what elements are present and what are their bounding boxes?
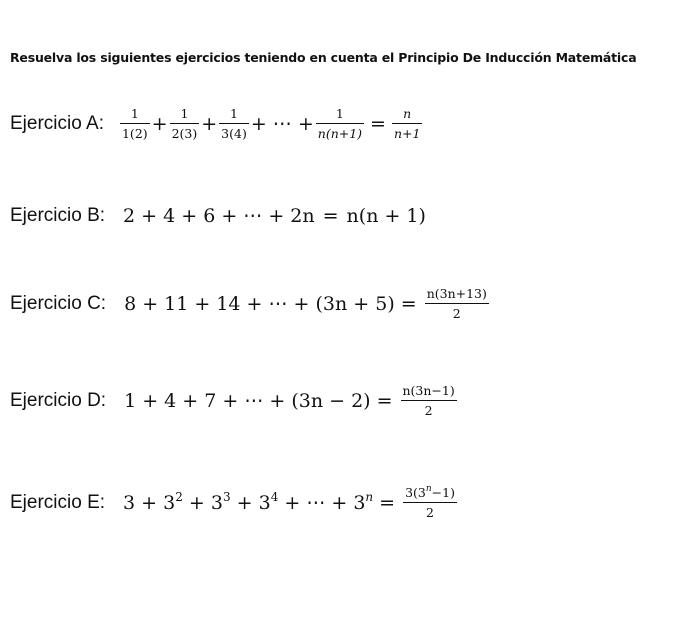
result-numerator: n bbox=[403, 106, 412, 121]
exponent: n bbox=[365, 489, 374, 504]
equals-sign: = bbox=[370, 112, 386, 135]
result-denominator: 2 bbox=[452, 306, 461, 322]
exercise-e bbox=[10, 485, 459, 520]
exercise-a-label: Ejercicio A: bbox=[10, 112, 104, 134]
exercise-c bbox=[10, 286, 491, 321]
result-numerator: n(3n−1) bbox=[402, 383, 455, 398]
result-denominator: n+1 bbox=[393, 126, 421, 142]
exponent: 3 bbox=[222, 489, 231, 504]
right-hand-side: n(n + 1) bbox=[346, 205, 426, 227]
exercise-a bbox=[10, 106, 424, 141]
fraction-bar bbox=[120, 123, 150, 124]
equals-sign: = bbox=[379, 491, 396, 514]
exponent: n bbox=[425, 484, 432, 494]
equals-sign: = bbox=[322, 205, 339, 227]
term-text: + ⋯ + 3 bbox=[278, 491, 366, 514]
fraction-1-numerator: 1 bbox=[130, 106, 139, 121]
result-fraction bbox=[401, 383, 457, 418]
exercise-c-formula bbox=[124, 286, 491, 321]
exercise-b bbox=[10, 205, 426, 227]
equals-sign: = bbox=[400, 292, 417, 315]
exercise-e-formula bbox=[123, 485, 459, 520]
fraction-bar bbox=[170, 123, 200, 124]
term-text: + 3 bbox=[182, 491, 223, 514]
fraction-2 bbox=[170, 106, 200, 141]
plus-sign: + bbox=[151, 112, 168, 135]
term-text: 3 + 3 bbox=[123, 491, 176, 514]
result-numerator: n(3n+13) bbox=[426, 286, 487, 301]
page-title: Resuelva los siguientes ejercicios teniendo en cuenta el Principio De Inducción Matemática bbox=[10, 50, 637, 65]
exercise-b-label: Ejercicio B: bbox=[10, 205, 106, 226]
fraction-bar bbox=[403, 502, 457, 503]
exercise-d bbox=[10, 383, 459, 418]
result-fraction bbox=[403, 485, 457, 520]
result-fraction bbox=[425, 286, 489, 321]
result-numerator bbox=[403, 485, 457, 500]
exercise-e-label: Ejercicio E: bbox=[10, 491, 106, 513]
exercise-a-formula bbox=[118, 106, 424, 141]
result-denominator: 2 bbox=[424, 403, 433, 419]
left-hand-side: 2 + 4 + 6 + ⋯ + 2n bbox=[123, 205, 315, 227]
fraction-general-term bbox=[316, 106, 364, 141]
fraction-bar bbox=[401, 400, 457, 401]
general-term-numerator: 1 bbox=[335, 106, 344, 121]
fraction-3 bbox=[219, 106, 249, 141]
exercise-d-formula bbox=[124, 383, 459, 418]
fraction-bar bbox=[316, 123, 364, 124]
exercise-c-label: Ejercicio C: bbox=[10, 292, 107, 314]
left-hand-side bbox=[123, 489, 374, 514]
fraction-bar bbox=[392, 123, 422, 124]
fraction-2-denominator: 2(3) bbox=[171, 126, 198, 142]
fraction-bar bbox=[425, 303, 489, 304]
fraction-1 bbox=[120, 106, 150, 141]
fraction-3-numerator: 1 bbox=[230, 106, 238, 121]
equals-sign: = bbox=[376, 389, 393, 412]
general-term-denominator: n(n+1) bbox=[317, 126, 363, 142]
result-fraction bbox=[392, 106, 422, 141]
exercise-b-formula bbox=[123, 205, 426, 227]
exercise-d-label: Ejercicio D: bbox=[10, 389, 107, 411]
fraction-1-denominator: 1(2) bbox=[121, 126, 148, 142]
exponent: 4 bbox=[270, 489, 279, 504]
numerator-text: 3(3 bbox=[405, 485, 426, 500]
ellipsis-terms: + ⋯ + bbox=[250, 112, 314, 135]
left-hand-side: 8 + 11 + 14 + ⋯ + (3n + 5) bbox=[124, 292, 395, 315]
exponent: 2 bbox=[175, 489, 183, 504]
fraction-3-denominator: 3(4) bbox=[221, 126, 247, 142]
plus-sign: + bbox=[201, 112, 218, 135]
term-text: + 3 bbox=[230, 491, 271, 514]
fraction-2-numerator: 1 bbox=[180, 106, 189, 121]
fraction-bar bbox=[219, 123, 249, 124]
result-denominator: 2 bbox=[426, 505, 434, 521]
numerator-text: −1) bbox=[431, 485, 455, 500]
left-hand-side: 1 + 4 + 7 + ⋯ + (3n − 2) bbox=[124, 389, 371, 412]
